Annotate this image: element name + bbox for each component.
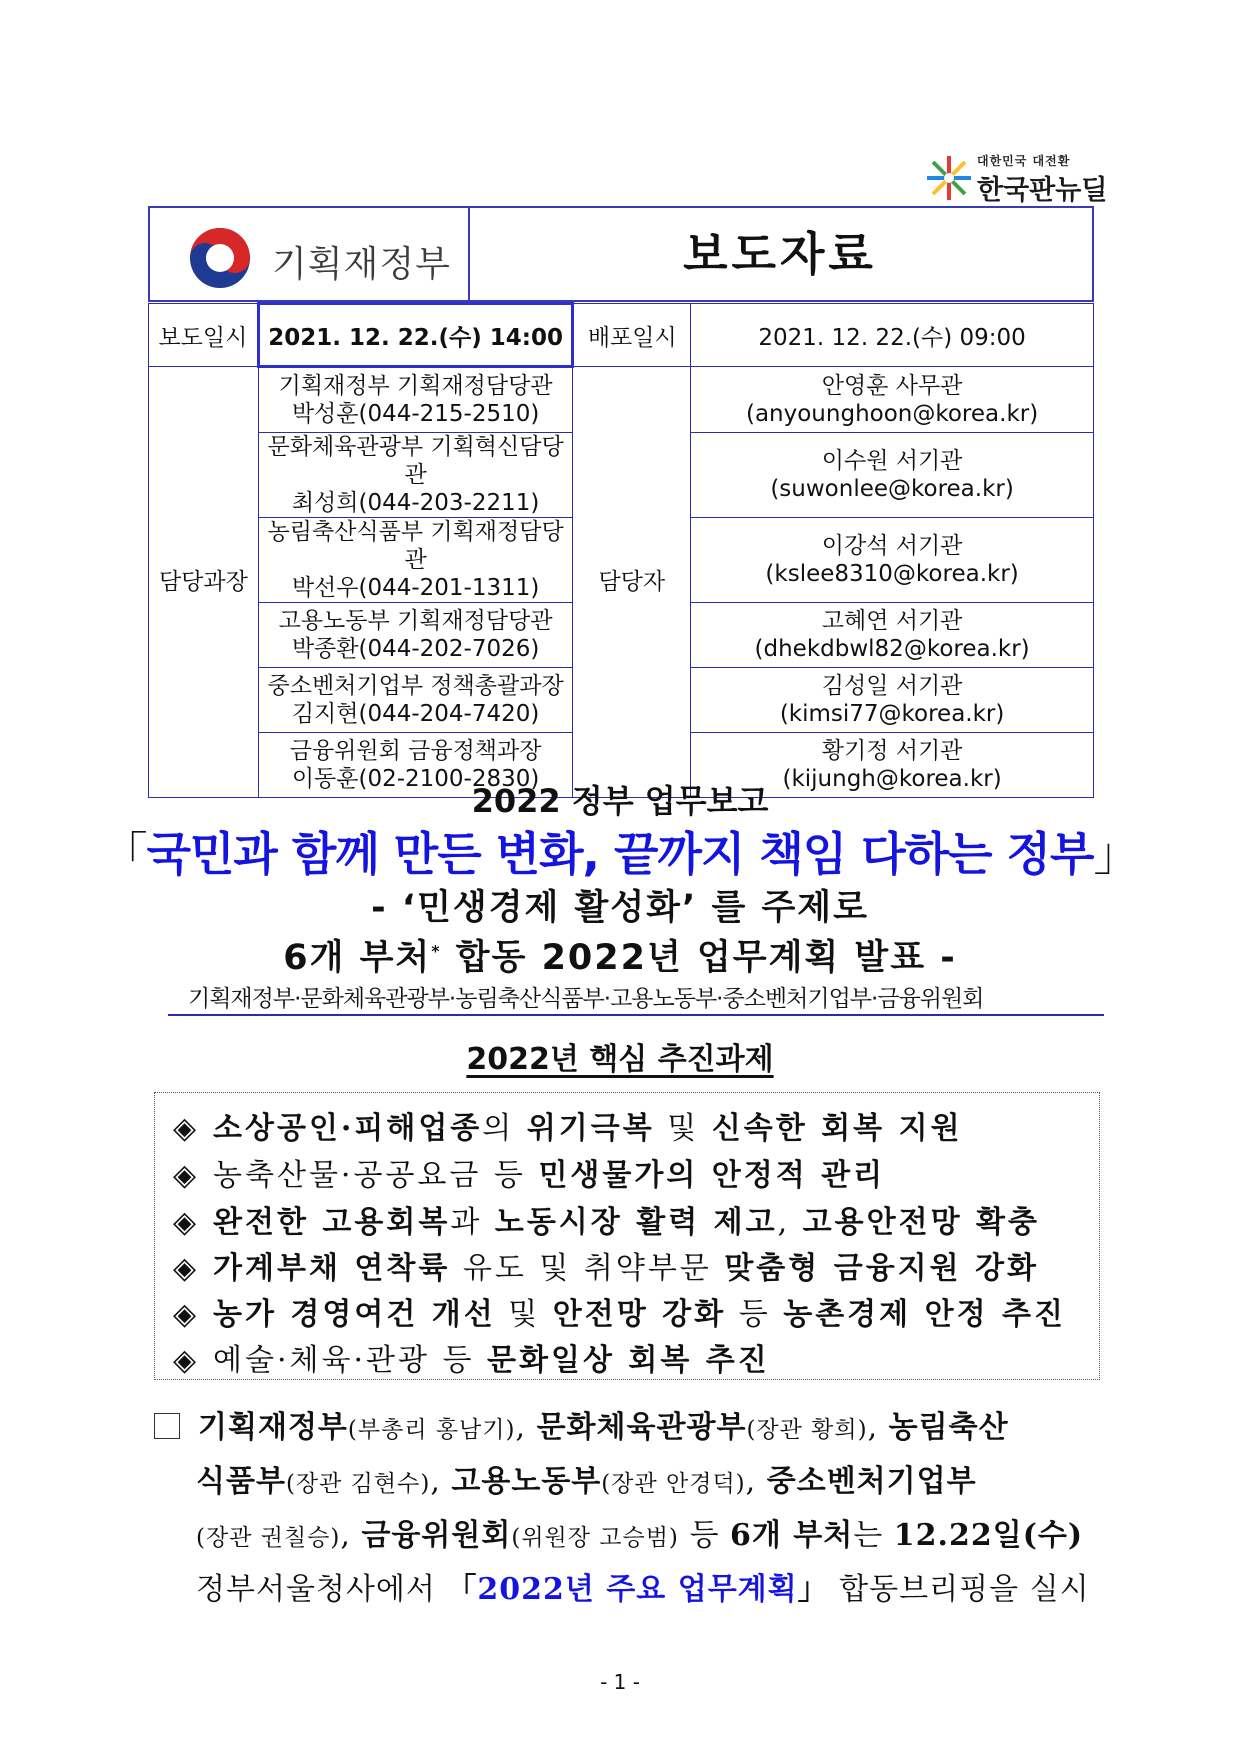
checkbox-bullet-icon: [154, 1413, 180, 1439]
body-text-segment: 등: [678, 1518, 730, 1553]
dept-cell: 금융위원회 금융정책과장 이동훈(02-2100-2830): [258, 733, 573, 798]
body-text-segment: 2022년 주요 업무계획: [477, 1572, 798, 1607]
body-text-segment: 는: [853, 1518, 894, 1553]
body-text-segment: (장관 김현수): [285, 1471, 431, 1497]
headline-sub-1: - ‘민생경제 활성화’ 를 주제로: [371, 888, 869, 928]
dept-cell: 농림축산식품부 기획재정담당관 박선우(044-201-1311): [258, 518, 573, 603]
release-label: 보도일시: [149, 304, 259, 367]
taegeuk-emblem-icon: [188, 226, 252, 290]
staff-cell: 김성일 서기관 (kimsi77@korea.kr): [691, 668, 1094, 733]
page-number: - 1 -: [600, 1670, 640, 1694]
contact-row: [149, 367, 1094, 433]
body-text-segment: (장관 황희): [746, 1417, 868, 1443]
press-release-title: 보도자료: [683, 227, 877, 281]
headline-kicker: 2022 정부 업무보고: [471, 782, 769, 820]
dept-cell: 기획재정부 기획재정담당관 박성훈(044-215-2510): [258, 367, 573, 433]
body-line-4: [196, 1564, 1136, 1608]
headline-sub-2: 6개 부처* 합동 2022년 업무계획 발표 -: [283, 938, 957, 978]
body-text-segment: 농림축산: [888, 1410, 1009, 1445]
body-line-2: [196, 1456, 1136, 1500]
release-row: [149, 304, 1094, 367]
body-text-segment: ,: [515, 1410, 537, 1445]
body-line-1: [154, 1402, 1094, 1446]
divider: [168, 1014, 1104, 1016]
logo-subtitle: 대한민국 대전환: [977, 154, 1071, 168]
diamond-bullet-icon: ◈: [173, 1297, 200, 1332]
body-text-segment: 정부서울청사에서: [196, 1572, 447, 1607]
body-text-segment: (장관 안경덕): [601, 1471, 746, 1497]
logo-name: 한국판뉴딜: [977, 175, 1108, 206]
body-text-segment: 기획재정부: [198, 1410, 348, 1445]
task-item: ◈ 농축산물·공공요금 등 민생물가의 안정적 관리: [173, 1158, 886, 1193]
dept-cell: 중소벤처기업부 정책총괄과장 김지현(044-204-7420): [258, 668, 573, 733]
body-text-segment: 문화체육관광부: [536, 1410, 747, 1445]
task-item: ◈ 예술·체육·관광 등 문화일상 회복 추진: [173, 1343, 770, 1378]
task-item: ◈ 소상공인·피해업종의 위기극복 및 신속한 회복 지원: [173, 1111, 963, 1146]
press-header: [148, 206, 1094, 302]
core-tasks-title: 2022년 핵심 추진과제: [466, 1042, 774, 1077]
diamond-bullet-icon: ◈: [173, 1205, 200, 1240]
body-text-segment: 」: [797, 1572, 829, 1607]
dept-cell: 문화체육관광부 기획혁신담당관 최성희(044-203-2211): [258, 433, 573, 518]
task-item: ◈ 가계부채 연착륙 유도 및 취약부문 맞춤형 금융지원 강화: [173, 1251, 1040, 1286]
diamond-bullet-icon: ◈: [173, 1343, 200, 1378]
body-line-3: [196, 1510, 1136, 1554]
ministries-list: 기획재정부·문화체육관광부·농림축산식품부·고용노동부·중소벤처기업부·금융위원회: [188, 986, 984, 1012]
core-tasks-box: [154, 1092, 1100, 1380]
diamond-bullet-icon: ◈: [173, 1111, 200, 1146]
headline-main: 「국민과 함께 만든 변화, 끝까지 책임 다하는 정부」: [101, 827, 1139, 881]
body-text-segment: 6개 부처: [729, 1518, 854, 1553]
body-text-segment: 금융위원회: [361, 1518, 512, 1553]
diamond-bullet-icon: ◈: [173, 1158, 200, 1193]
ministry-logo-cell: [150, 208, 470, 300]
body-text-segment: (부총리 홍남기): [347, 1417, 516, 1443]
body-text-segment: ,: [745, 1464, 767, 1499]
distribution-label: 배포일시: [573, 304, 691, 367]
korean-new-deal-logo: [925, 148, 1108, 206]
dept-label: 담당과장: [149, 367, 259, 798]
body-text-segment: 「: [446, 1572, 478, 1607]
body-text-segment: 중소벤처기업부: [766, 1464, 977, 1499]
release-datetime: 2021. 12. 22.(수) 14:00: [258, 304, 573, 367]
staff-cell: 이강석 서기관 (kslee8310@korea.kr): [691, 518, 1094, 603]
person-label: 담당자: [573, 367, 691, 798]
distribution-datetime: 2021. 12. 22.(수) 09:00: [691, 304, 1094, 367]
staff-cell: 안영훈 사무관 (anyounghoon@korea.kr): [691, 367, 1094, 433]
body-text-segment: (위원장 고승범): [511, 1525, 679, 1551]
body-text-segment: ,: [867, 1410, 889, 1445]
task-item: ◈ 완전한 고용회복과 노동시장 활력 제고, 고용안전망 확충: [173, 1205, 1040, 1240]
body-text-segment: 고용노동부: [451, 1464, 602, 1499]
body-text-segment: 12.22일(수): [893, 1518, 1084, 1553]
dept-cell: 고용노동부 기획재정담당관 박종환(044-202-7026): [258, 603, 573, 668]
task-item: ◈ 농가 경영여건 개선 및 안전망 강화 등 농촌경제 안정 추진: [173, 1297, 1066, 1332]
contact-table: [148, 302, 1094, 798]
body-text-segment: ,: [340, 1518, 362, 1553]
body-text-segment: 식품부: [196, 1464, 286, 1499]
body-text-segment: (장관 권칠승): [196, 1525, 341, 1551]
staff-cell: 황기정 서기관 (kijungh@korea.kr): [691, 733, 1094, 798]
body-text-segment: 합동브리핑을 실시: [828, 1572, 1090, 1607]
new-deal-star-icon: [925, 154, 973, 202]
staff-cell: 고혜연 서기관 (dhekdbwl82@korea.kr): [691, 603, 1094, 668]
diamond-bullet-icon: ◈: [173, 1251, 200, 1286]
ministry-name: 기획재정부: [272, 244, 451, 285]
staff-cell: 이수원 서기관 (suwonlee@korea.kr): [691, 433, 1094, 518]
body-text-segment: ,: [430, 1464, 452, 1499]
